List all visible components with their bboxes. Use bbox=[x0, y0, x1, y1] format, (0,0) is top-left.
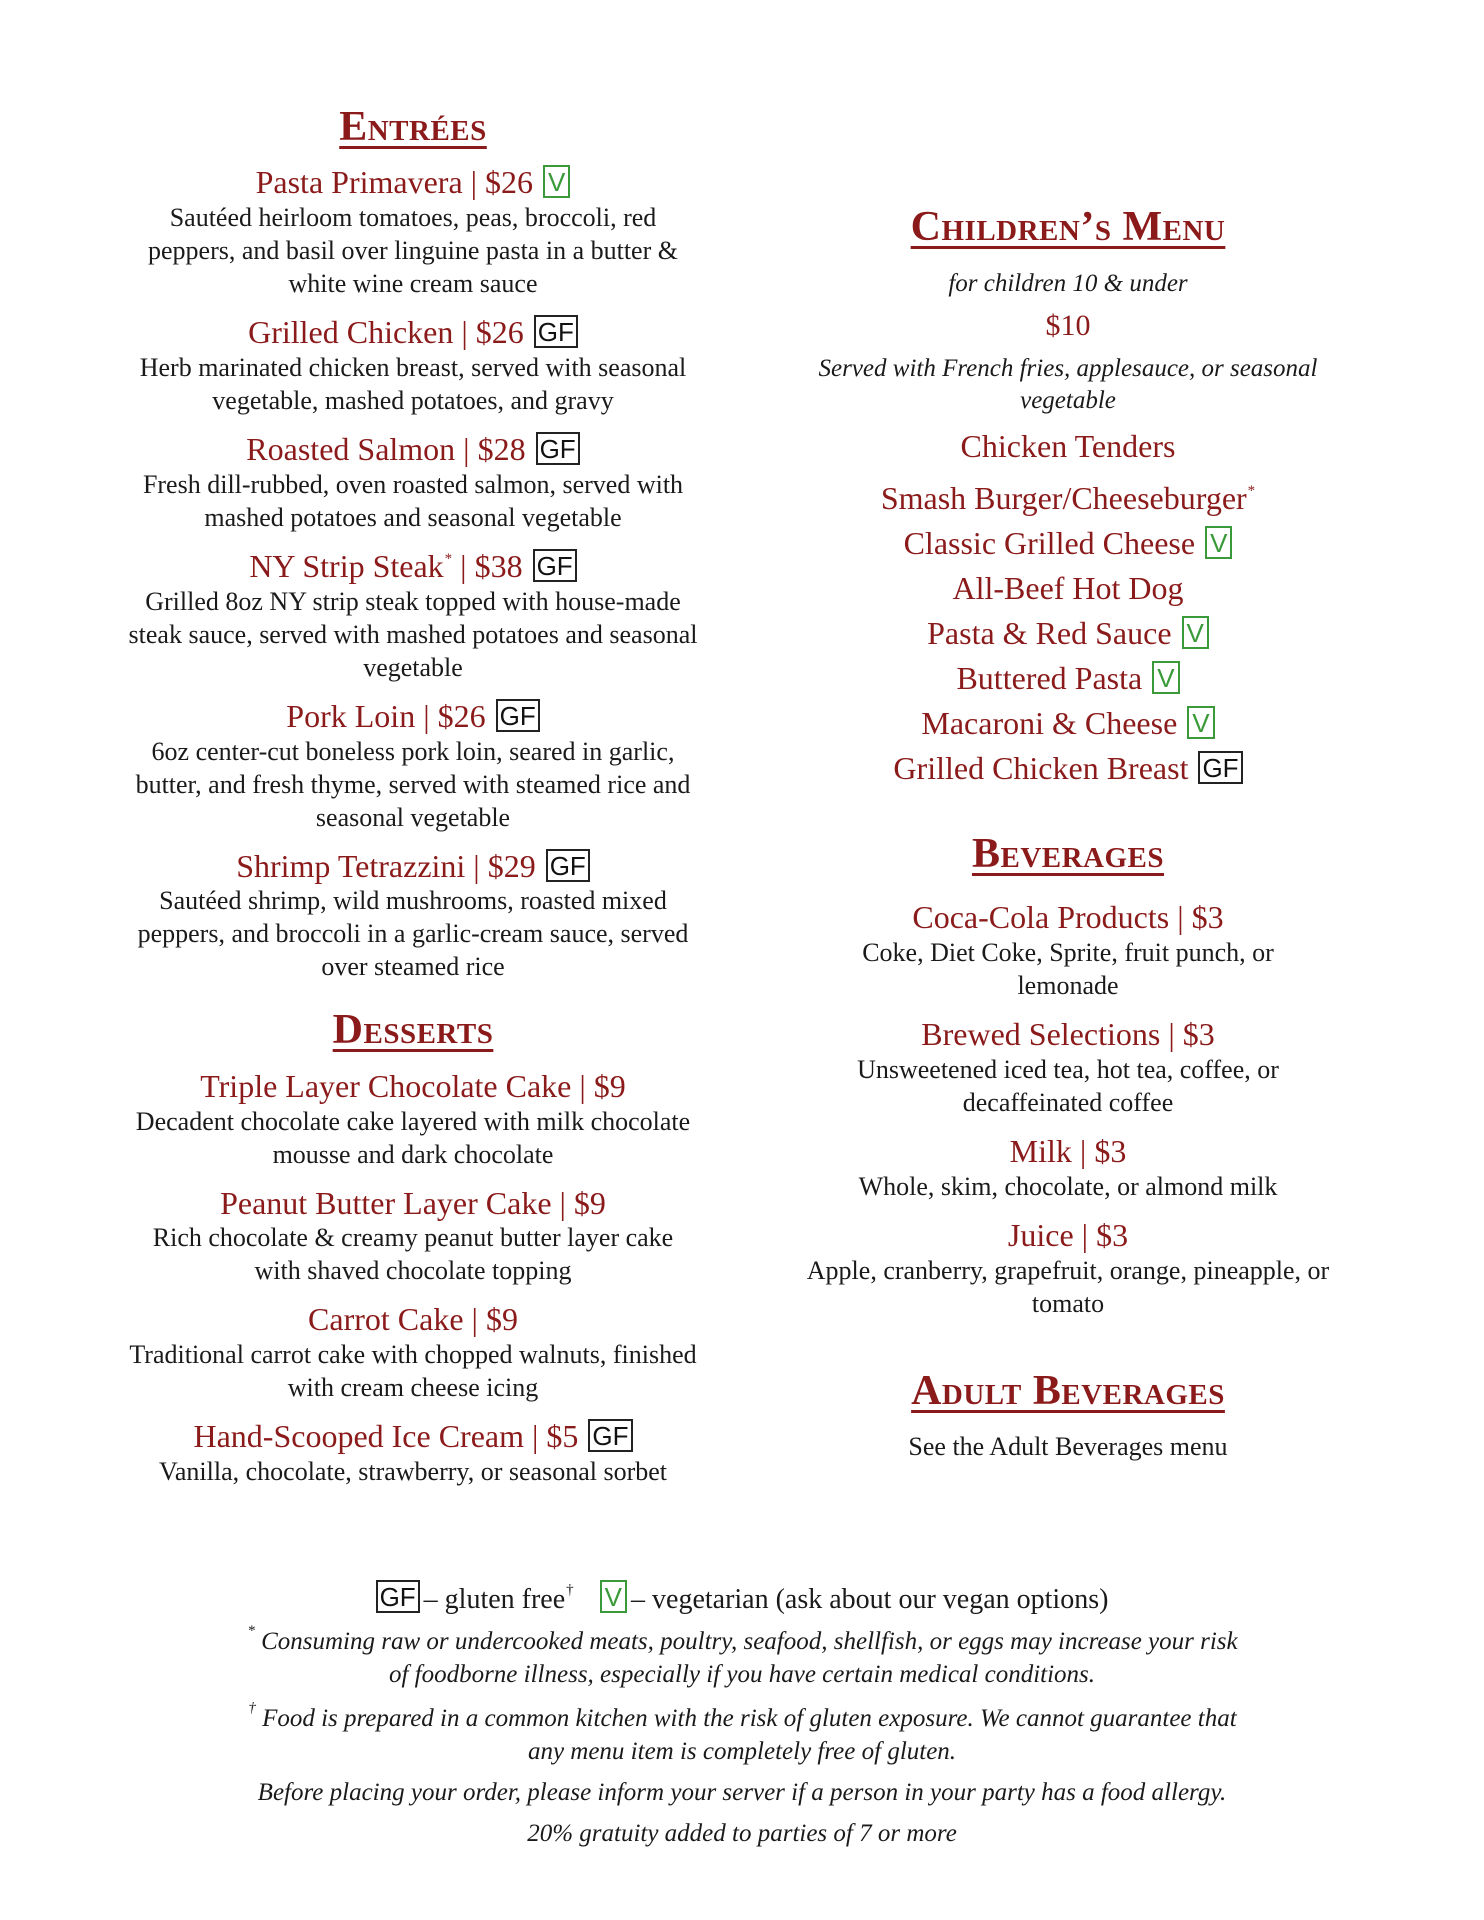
adult-beverages-section bbox=[778, 1366, 1358, 1464]
menu-item bbox=[128, 1301, 698, 1404]
kids-menu-item bbox=[778, 656, 1358, 701]
vegetarian-badge-icon: V bbox=[1152, 661, 1179, 694]
item-description: Vanilla, chocolate, strawberry, or seasonal sorbet bbox=[158, 1457, 667, 1487]
item-price: $3 bbox=[1094, 1132, 1127, 1169]
item-description: Traditional carrot cake with chopped walnuts, finished with cream cheese icing bbox=[129, 1340, 697, 1403]
item-description: Rich chocolate & creamy peanut butter layer cake with shaved chocolate topping bbox=[152, 1223, 674, 1286]
vegetarian-legend-text: – vegetarian (ask about our vegan options) bbox=[631, 1584, 1109, 1615]
item-separator: | bbox=[579, 1067, 586, 1104]
item-name: Chicken Tenders bbox=[960, 427, 1176, 464]
item-separator: | bbox=[1168, 1016, 1175, 1053]
item-description: Herb marinated chicken breast, served with seasonal vegetable, mashed potatoes, and gravy bbox=[139, 353, 687, 416]
menu-item bbox=[128, 548, 698, 684]
gluten-warning-text: Food is prepared in a common kitchen with the risk of gluten exposure. We cannot guarantee that any menu item is completely free of gluten. bbox=[262, 1705, 1237, 1766]
item-price: $5 bbox=[546, 1418, 579, 1455]
item-name: Juice bbox=[1007, 1216, 1074, 1253]
item-description: Fresh dill-rubbed, oven roasted salmon, served with mashed potatoes and seasonal vegetable bbox=[142, 469, 684, 532]
item-name: Peanut Butter Layer Cake bbox=[220, 1184, 552, 1221]
item-title bbox=[778, 1016, 1358, 1053]
menu-item bbox=[128, 1185, 698, 1288]
kids-menu-item bbox=[778, 424, 1358, 469]
raw-food-warning bbox=[150, 1622, 1334, 1691]
item-description: Grilled 8oz NY strip steak topped with house-made steak sauce, served with mashed potatoes and seasonal vegetable bbox=[128, 586, 698, 682]
item-name: NY Strip Steak bbox=[249, 547, 444, 584]
item-title bbox=[128, 548, 698, 585]
childrens-menu-title: Children’s Menu bbox=[910, 204, 1226, 250]
item-separator: | bbox=[461, 314, 468, 351]
raw-food-warning-text: Consuming raw or undercooked meats, poultry, seafood, shellfish, or eggs may increase your risk of foodborne illness, especially if you have certain medical conditions. bbox=[261, 1628, 1238, 1689]
item-description: Unsweetened iced tea, hot tea, coffee, or decaffeinated coffee bbox=[857, 1054, 1279, 1117]
gratuity-notice: 20% gratuity added to parties of 7 or more bbox=[527, 1820, 957, 1848]
vegetarian-badge-icon: V bbox=[1182, 616, 1209, 649]
gluten-free-badge-icon: GF bbox=[533, 549, 577, 582]
kids-menu-item bbox=[778, 611, 1358, 656]
right-column bbox=[778, 202, 1358, 1464]
item-name: Macaroni & Cheese bbox=[921, 704, 1178, 741]
vegetarian-badge-icon: V bbox=[1187, 706, 1214, 739]
kids-menu-item bbox=[778, 566, 1358, 611]
item-description: 6oz center-cut boneless pork loin, seared in garlic, butter, and fresh thyme, served with steamed rice and seasonal vegetable bbox=[135, 736, 691, 832]
desserts-title: Desserts bbox=[332, 1007, 494, 1054]
item-name: Hand-Scooped Ice Cream bbox=[193, 1418, 524, 1455]
item-separator: | bbox=[460, 547, 467, 584]
item-name: Grilled Chicken bbox=[248, 314, 454, 351]
kids-menu-item bbox=[778, 701, 1358, 746]
item-separator: | bbox=[1081, 1216, 1089, 1253]
menu-item bbox=[128, 848, 698, 984]
item-title bbox=[128, 431, 698, 468]
menu-footer bbox=[150, 1580, 1334, 1858]
footnote-mark: * bbox=[444, 550, 453, 567]
kids-menu-item bbox=[778, 521, 1358, 566]
item-name: Buttered Pasta bbox=[956, 659, 1143, 696]
gluten-free-badge-icon: GF bbox=[536, 432, 580, 465]
item-title bbox=[128, 314, 698, 351]
vegetarian-badge-icon: V bbox=[543, 165, 570, 198]
item-price: $38 bbox=[474, 547, 523, 584]
item-title bbox=[128, 698, 698, 735]
kids-menu-item bbox=[778, 469, 1358, 521]
item-price: $26 bbox=[485, 164, 534, 201]
item-price: $9 bbox=[485, 1301, 518, 1338]
dagger-mark: † bbox=[566, 1582, 574, 1598]
item-price: $26 bbox=[437, 697, 486, 734]
item-description: Apple, cranberry, grapefruit, orange, pineapple, or tomato bbox=[806, 1255, 1330, 1318]
menu-item bbox=[778, 1217, 1358, 1320]
item-name: Carrot Cake bbox=[308, 1301, 464, 1338]
beverages-title: Beverages bbox=[971, 830, 1165, 877]
item-title bbox=[778, 1133, 1358, 1170]
item-price: $3 bbox=[1182, 1016, 1215, 1053]
item-description: Decadent chocolate cake layered with milk chocolate mousse and dark chocolate bbox=[135, 1106, 691, 1169]
menu-item bbox=[128, 431, 698, 534]
adult-beverages-note: See the Adult Beverages menu bbox=[908, 1431, 1228, 1461]
menu-item bbox=[128, 1068, 698, 1171]
item-separator: | bbox=[463, 431, 470, 468]
allergy-notice: Before placing your order, please inform your server if a person in your party has a food allergy. bbox=[257, 1779, 1227, 1807]
item-name: All-Beef Hot Dog bbox=[952, 569, 1184, 606]
item-separator: | bbox=[559, 1184, 566, 1221]
childrens-menu-subtitle: for children 10 & under bbox=[948, 270, 1188, 298]
item-title bbox=[128, 1068, 698, 1105]
dietary-legend bbox=[150, 1580, 1334, 1618]
item-price: $28 bbox=[477, 431, 526, 468]
gluten-free-badge-icon: GF bbox=[534, 315, 578, 348]
desserts-section bbox=[128, 1005, 698, 1488]
item-title bbox=[128, 848, 698, 885]
item-price: $3 bbox=[1191, 899, 1224, 936]
menu-item bbox=[778, 899, 1358, 1002]
item-name: Brewed Selections bbox=[921, 1016, 1161, 1053]
item-separator: | bbox=[470, 164, 478, 201]
menu-item bbox=[128, 698, 698, 834]
item-name: Pork Loin bbox=[286, 697, 416, 734]
item-price: $26 bbox=[475, 314, 524, 351]
item-title bbox=[128, 1185, 698, 1222]
childrens-served-with: Served with French fries, applesauce, or seasonal vegetable bbox=[818, 354, 1318, 415]
item-price: $9 bbox=[593, 1067, 626, 1104]
menu-item bbox=[128, 164, 698, 300]
item-separator: | bbox=[1079, 1132, 1087, 1169]
item-name: Pasta & Red Sauce bbox=[927, 614, 1172, 651]
item-name: Smash Burger/Cheeseburger bbox=[880, 479, 1247, 516]
beverages-section bbox=[778, 829, 1358, 1320]
item-separator: | bbox=[473, 847, 480, 884]
menu-item bbox=[778, 1133, 1358, 1203]
item-price: $9 bbox=[573, 1184, 606, 1221]
item-description: Sautéed heirloom tomatoes, peas, broccoli, red peppers, and basil over linguine pasta in a butter & white wine cream sauce bbox=[148, 203, 678, 299]
vegetarian-badge-icon: V bbox=[600, 1580, 627, 1613]
item-name: Milk bbox=[1009, 1132, 1072, 1169]
item-name: Roasted Salmon bbox=[246, 431, 456, 468]
item-title bbox=[778, 1217, 1358, 1254]
gluten-free-badge-icon: GF bbox=[546, 849, 590, 882]
item-name: Pasta Primavera bbox=[255, 164, 463, 201]
entrees-section bbox=[128, 102, 698, 983]
item-separator: | bbox=[471, 1301, 478, 1338]
item-name: Classic Grilled Cheese bbox=[903, 524, 1196, 561]
adult-beverages-title: Adult Beverages bbox=[911, 1367, 1225, 1414]
item-price: $3 bbox=[1096, 1216, 1129, 1253]
item-description: Whole, skim, chocolate, or almond milk bbox=[858, 1171, 1278, 1201]
dagger-mark: † bbox=[248, 1700, 256, 1717]
gluten-free-badge-icon: GF bbox=[376, 1580, 420, 1613]
item-separator: | bbox=[1177, 899, 1184, 936]
menu-item bbox=[128, 1418, 698, 1488]
vegetarian-badge-icon: V bbox=[1205, 526, 1232, 559]
gluten-free-badge-icon: GF bbox=[1198, 751, 1242, 784]
item-separator: | bbox=[423, 697, 430, 734]
gluten-free-badge-icon: GF bbox=[496, 699, 540, 732]
menu-item bbox=[778, 1016, 1358, 1119]
item-title bbox=[128, 1418, 698, 1455]
gluten-warning bbox=[150, 1699, 1334, 1768]
item-title bbox=[128, 1301, 698, 1338]
item-name: Coca-Cola Products bbox=[912, 899, 1170, 936]
gluten-free-legend-text: – gluten free bbox=[423, 1584, 566, 1615]
gluten-free-badge-icon: GF bbox=[588, 1419, 632, 1452]
childrens-menu-section bbox=[778, 202, 1358, 791]
item-description: Sautéed shrimp, wild mushrooms, roasted mixed peppers, and broccoli in a garlic-cream sauce, served over steamed rice bbox=[137, 886, 689, 982]
left-column bbox=[128, 102, 698, 1502]
item-title bbox=[778, 899, 1358, 936]
item-price: $29 bbox=[487, 847, 536, 884]
item-name: Shrimp Tetrazzini bbox=[236, 847, 466, 884]
kids-menu-item bbox=[778, 746, 1358, 791]
entrees-title: Entrées bbox=[339, 104, 487, 150]
footnote-mark: * bbox=[1247, 482, 1256, 499]
menu-item bbox=[128, 314, 698, 417]
item-separator: | bbox=[532, 1418, 539, 1455]
item-title bbox=[128, 164, 698, 201]
item-name: Triple Layer Chocolate Cake bbox=[200, 1067, 572, 1104]
childrens-menu-price: $10 bbox=[1045, 308, 1091, 342]
item-description: Coke, Diet Coke, Sprite, fruit punch, or lemonade bbox=[862, 938, 1274, 1001]
item-name: Grilled Chicken Breast bbox=[893, 749, 1189, 786]
footnote-mark: * bbox=[247, 1623, 255, 1640]
